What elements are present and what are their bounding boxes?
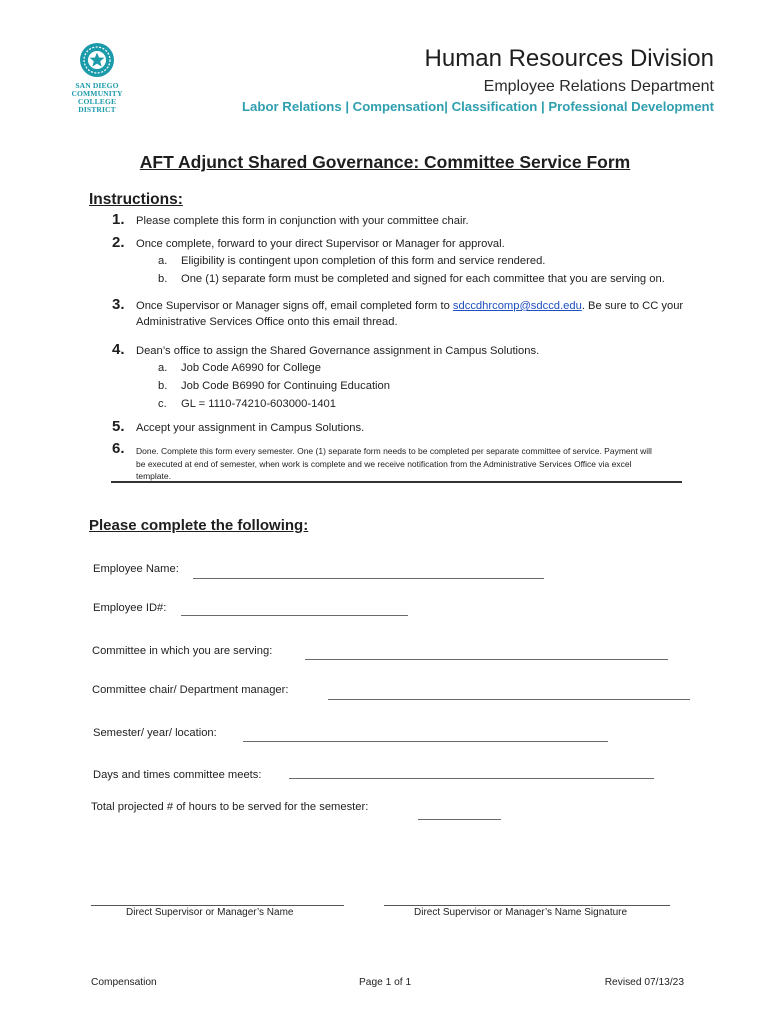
district-seal-icon: [79, 42, 115, 78]
instruction-number: 5.: [112, 418, 125, 435]
district-logo-text: [52, 82, 142, 114]
instruction-text-line2: Administrative Services Office onto this email thread.: [136, 316, 398, 328]
employee-name-field[interactable]: [193, 578, 544, 579]
instruction-text: Please complete this form in conjunction with your committee chair.: [136, 215, 469, 227]
employee-id-field[interactable]: [181, 615, 408, 616]
section-divider: [111, 481, 682, 483]
department-areas: Labor Relations | Compensation| Classification | Professional Development: [242, 99, 714, 114]
instruction-text-line3: template.: [136, 471, 171, 481]
committee-chair-label: Committee chair/ Department manager:: [92, 684, 289, 696]
days-times-label: Days and times committee meets:: [93, 769, 262, 781]
instruction-number: 4.: [112, 341, 125, 358]
instruction-number: 2.: [112, 234, 125, 251]
committee-label: Committee in which you are serving:: [92, 645, 273, 657]
committee-field[interactable]: [305, 659, 668, 660]
semester-field[interactable]: [243, 741, 608, 742]
supervisor-name-label: Direct Supervisor or Manager’s Name: [126, 907, 294, 918]
instructions-heading: Instructions:: [89, 191, 183, 208]
email-link[interactable]: sdccdhrcomp@sdccd.edu: [452, 300, 582, 312]
logo-line-1: SAN DIEGO: [75, 81, 119, 90]
committee-chair-field[interactable]: [328, 699, 690, 700]
sub-item-text: One (1) separate form must be completed and signed for each committee that you are serving on.: [181, 273, 665, 285]
supervisor-signature-line[interactable]: [384, 905, 670, 906]
employee-id-label: Employee ID#:: [93, 602, 167, 614]
employee-name-label: Employee Name:: [93, 563, 179, 575]
supervisor-signature-label: Direct Supervisor or Manager’s Name Signature: [414, 907, 628, 918]
instruction-number: 1.: [112, 211, 125, 228]
supervisor-name-line[interactable]: [91, 905, 344, 906]
sub-item-text: Job Code A6990 for College: [181, 362, 321, 374]
sub-item-letter: b.: [158, 273, 168, 285]
instruction-text: Once complete, forward to your direct Supervisor or Manager for approval.: [136, 238, 505, 250]
department-name: Employee Relations Department: [483, 78, 714, 95]
sub-item-letter: c.: [158, 398, 167, 410]
hours-label: Total projected # of hours to be served for the semester:: [91, 801, 369, 813]
sub-item-letter: b.: [158, 380, 168, 392]
complete-following-heading: Please complete the following:: [89, 517, 309, 534]
instruction-text: [136, 300, 683, 312]
days-times-field[interactable]: [289, 778, 654, 779]
instruction-text-part: . Be sure to CC your: [581, 300, 684, 312]
logo-line-3: DISTRICT: [78, 105, 116, 114]
footer-left: Compensation: [91, 977, 157, 988]
form-title: AFT Adjunct Shared Governance: Committee Service Form: [139, 152, 631, 172]
sub-item-letter: a.: [158, 362, 168, 374]
sub-item-text: Job Code B6990 for Continuing Education: [181, 380, 390, 392]
logo-line-2: COMMUNITY COLLEGE: [71, 89, 123, 106]
instruction-number: 3.: [112, 296, 125, 313]
sub-item-letter: a.: [158, 255, 168, 267]
revision-date: Revised 07/13/23: [604, 977, 684, 988]
instruction-text: Accept your assignment in Campus Solutions.: [136, 422, 365, 434]
semester-label: Semester/ year/ location:: [93, 727, 217, 739]
sub-item-text: GL = 1110-74210-603000-1401: [181, 398, 336, 410]
instruction-text: Dean’s office to assign the Shared Governance assignment in Campus Solutions.: [136, 345, 540, 357]
instruction-number: 6.: [112, 440, 125, 457]
page-number: Page 1 of 1: [359, 977, 412, 988]
sub-item-text: Eligibility is contingent upon completion of this form and service rendered.: [181, 255, 546, 267]
instruction-text-part: Once Supervisor or Manager signs off, email completed form to: [136, 300, 453, 312]
division-title: Human Resources Division: [424, 45, 714, 72]
hours-field[interactable]: [418, 819, 501, 820]
instruction-text-line1: Done. Complete this form every semester. One (1) separate form needs to be completed per separate committee of service. Payment will: [136, 446, 652, 456]
district-logo: [52, 42, 142, 112]
instruction-text-line2: be executed at end of semester, when work is complete and we receive notification from the Administrative Services Office via excel: [136, 459, 632, 469]
